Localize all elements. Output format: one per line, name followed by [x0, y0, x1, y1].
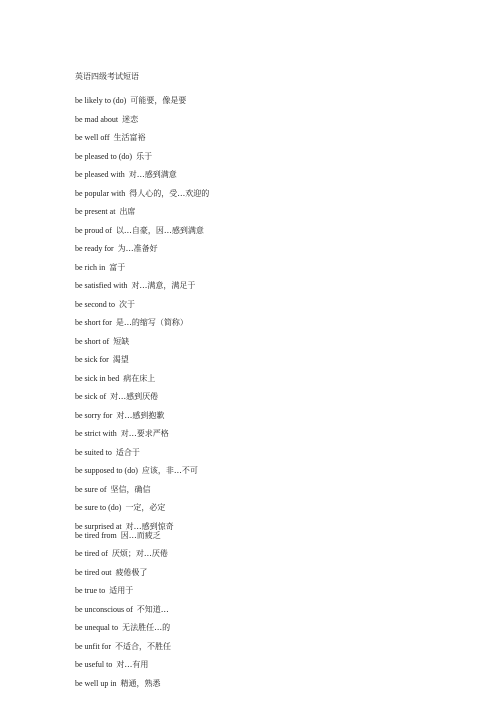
phrase-entry	[75, 226, 209, 245]
phrase-entry	[75, 503, 209, 522]
phrase-english: be true to	[75, 586, 106, 595]
phrase-english: be sick of	[75, 392, 107, 401]
phrase-entry	[75, 660, 209, 679]
phrase-chinese: 适用于	[109, 586, 134, 595]
phrase-entry	[75, 355, 209, 374]
phrase-chinese: 对…感到惊奇	[125, 521, 174, 531]
phrase-chinese: 适合于	[115, 447, 140, 457]
phrase-chinese: 以…自豪，因…感到满意	[115, 225, 204, 235]
phrase-entry	[75, 189, 209, 208]
phrase-english: be satisfied with	[75, 281, 128, 290]
phrase-english: be short for	[75, 318, 112, 327]
phrase-english: be tired from	[75, 530, 117, 540]
phrase-entry	[75, 679, 209, 698]
phrase-english: be sick for	[75, 355, 109, 364]
phrase-chinese: 厌烦；对…厌倦	[111, 549, 168, 558]
phrase-entry	[75, 586, 209, 605]
phrase-entry	[75, 318, 209, 337]
phrase-entry	[75, 642, 209, 661]
phrase-chinese: 迷恋	[122, 114, 139, 124]
phrase-english: be sick in bed	[75, 373, 120, 383]
phrase-english: be pleased to (do)	[75, 151, 133, 161]
phrase-chinese: 无法胜任…的	[122, 623, 171, 632]
phrase-entry	[75, 549, 209, 568]
phrase-chinese: 富于	[109, 262, 126, 272]
phrase-chinese: 得人心的，受…欢迎的	[129, 188, 210, 198]
phrase-chinese: 不适合，不胜任	[115, 641, 171, 651]
phrase-english: be tired of	[75, 549, 108, 558]
phrase-chinese: 对…有用	[116, 660, 149, 669]
phrase-chinese: 应该，非…不可	[141, 466, 198, 475]
phrase-chinese: 精通，熟悉	[120, 678, 161, 688]
phrase-chinese: 为…准备好	[117, 244, 158, 253]
phrase-chinese: 病在床上	[123, 373, 156, 383]
phrase-english: be well off	[75, 133, 110, 142]
phrase-chinese: 乐于	[136, 151, 153, 161]
phrase-entry	[75, 411, 209, 430]
phrase-english: be sorry for	[75, 410, 113, 420]
phrase-chinese: 对…满意，满足于	[131, 281, 196, 290]
phrase-entry	[75, 485, 209, 504]
document-title: 英语四级考试短语	[75, 72, 139, 81]
phrase-english: be unfit for	[75, 641, 111, 651]
phrase-entry	[75, 429, 209, 448]
phrase-entry	[75, 522, 209, 531]
phrase-chinese: 出席	[119, 207, 136, 216]
phrase-entry	[75, 568, 209, 587]
phrase-entry	[75, 531, 209, 550]
phrase-entry	[75, 170, 209, 189]
phrase-english: be pleased with	[75, 170, 125, 179]
phrase-chinese: 是…的缩写（简称）	[115, 318, 188, 327]
phrase-entry	[75, 207, 209, 226]
phrase-english: be rich in	[75, 262, 106, 272]
phrase-entry	[75, 466, 209, 485]
phrase-chinese: 可能要，像是要	[130, 96, 187, 105]
phrase-english: be tired out	[75, 567, 112, 577]
phrase-chinese: 对…感到厌倦	[110, 392, 159, 401]
phrase-english: be strict with	[75, 429, 117, 438]
phrase-entry	[75, 115, 209, 134]
phrase-english: be unconscious of	[75, 604, 133, 614]
phrase-chinese: 渴望	[112, 355, 129, 364]
phrase-entry	[75, 623, 209, 642]
phrase-english: be proud of	[75, 225, 112, 235]
phrase-english: be popular with	[75, 188, 126, 198]
phrase-entry	[75, 300, 209, 319]
phrase-english: be mad about	[75, 114, 119, 124]
phrase-english: be useful to	[75, 660, 113, 669]
phrase-english: be suited to	[75, 447, 112, 457]
phrase-list	[75, 96, 209, 697]
phrase-chinese: 不知道…	[136, 604, 169, 614]
phrase-chinese: 生活富裕	[113, 133, 146, 142]
phrase-entry	[75, 244, 209, 263]
phrase-english: be second to	[75, 299, 115, 309]
phrase-entry	[75, 337, 209, 356]
phrase-chinese: 因…而疲乏	[120, 530, 161, 540]
phrase-english: be unequal to	[75, 623, 119, 632]
phrase-chinese: 疲倦极了	[115, 567, 148, 577]
phrase-entry	[75, 448, 209, 467]
phrase-entry	[75, 281, 209, 300]
phrase-entry	[75, 605, 209, 624]
phrase-chinese: 坚信，确信	[110, 484, 151, 494]
phrase-entry	[75, 133, 209, 152]
phrase-entry	[75, 96, 209, 115]
phrase-english: be supposed to (do)	[75, 466, 138, 475]
phrase-entry	[75, 374, 209, 393]
phrase-english: be likely to (do)	[75, 96, 127, 105]
phrase-entry	[75, 392, 209, 411]
phrase-english: be present at	[75, 207, 116, 216]
phrase-english: be well up in	[75, 678, 117, 688]
phrase-entry	[75, 152, 209, 171]
phrase-entry	[75, 263, 209, 282]
phrase-english: be sure of	[75, 484, 107, 494]
phrase-english: be sure to (do)	[75, 503, 122, 512]
phrase-chinese: 对…要求严格	[120, 429, 169, 438]
phrase-chinese: 对…感到满意	[128, 170, 177, 179]
phrase-english: be ready for	[75, 244, 114, 253]
phrase-chinese: 对…感到抱歉	[116, 410, 165, 420]
phrase-chinese: 一定，必定	[125, 503, 166, 512]
phrase-english: be short of	[75, 336, 110, 346]
phrase-english: be surprised at	[75, 521, 122, 531]
phrase-chinese: 次于	[119, 299, 135, 309]
phrase-chinese: 短缺	[113, 336, 130, 346]
